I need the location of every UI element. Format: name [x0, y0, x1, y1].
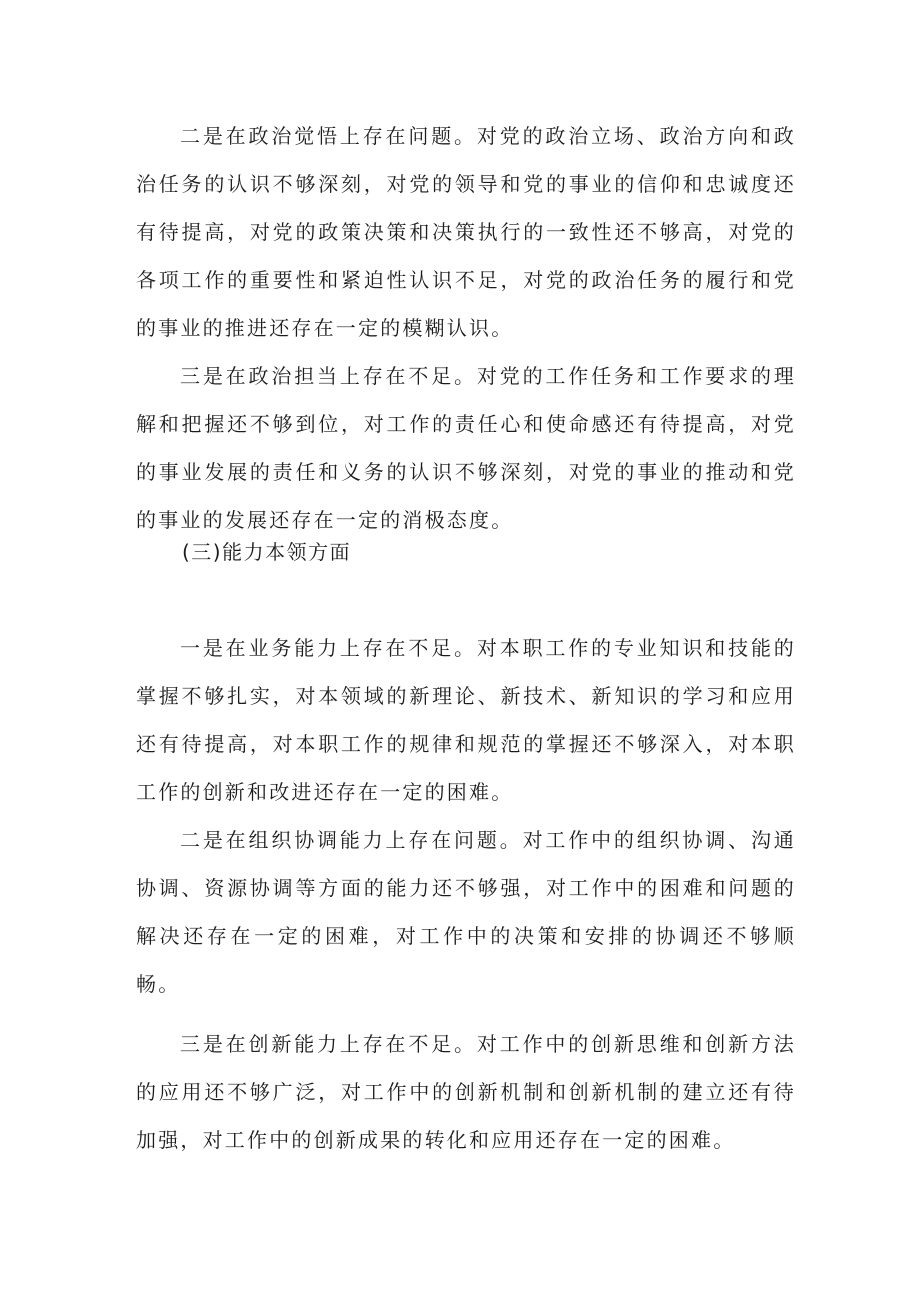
paragraph-political-responsibility: 三是在政治担当上存在不足。对党的工作任务和工作要求的理解和把握还不够到位，对工作的责任心和使命感还有待提高，对党的事业发展的责任和义务的认识不够深刻，对党的事业的推动和党的事业的发展还存在一定的消极态度。 [136, 364, 796, 532]
paragraph-coordination-ability: 二是在组织协调能力上存在问题。对工作中的组织协调、沟通协调、资源协调等方面的能力还不够强，对工作中的困难和问题的解决还存在一定的困难，对工作中的决策和安排的协调还不够顺畅。 [136, 828, 796, 996]
paragraph-political-awareness: 二是在政治觉悟上存在问题。对党的政治立场、政治方向和政治任务的认识不够深刻，对党的领导和党的事业的信仰和忠诚度还有待提高，对党的政策决策和决策执行的一致性还不够高，对党的各项工作的重要性和紧迫性认识不足，对党的政治任务的履行和党的事业的推进还存在一定的模糊认识。 [136, 124, 796, 340]
section-heading-ability: (三)能力本领方面 [182, 540, 352, 564]
paragraph-business-ability: 一是在业务能力上存在不足。对本职工作的专业知识和技能的掌握不够扎实，对本领域的新理论、新技术、新知识的学习和应用还有待提高，对本职工作的规律和规范的掌握还不够深入，对本职工作的创新和改进还存在一定的困难。 [136, 636, 796, 804]
paragraph-innovation-ability: 三是在创新能力上存在不足。对工作中的创新思维和创新方法的应用还不够广泛，对工作中的创新机制和创新机制的建立还有待加强，对工作中的创新成果的转化和应用还存在一定的困难。 [136, 1032, 796, 1152]
